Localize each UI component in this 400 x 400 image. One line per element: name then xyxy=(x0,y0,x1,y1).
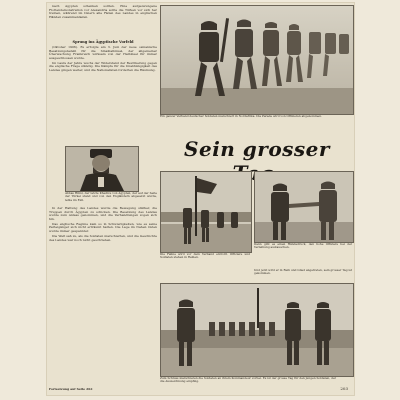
portrait-caption: Abbas Hilmi, der letzte Khedive von Ägypten, der auf der Seite der Türkei stand und von den Engländern abgesetzt wurde, lebte im Exil. xyxy=(65,191,157,202)
page-title: Sein grosser xyxy=(184,137,330,161)
mid-right-photo xyxy=(254,171,354,243)
bottom-caption: Zum Schluss marschieren die Soldaten an ihrem Kommandeur vorbei. Es ist der grosse Tag für den jungen Soldaten, der die Auszeichnung empfing. xyxy=(160,376,336,384)
continuation-note: Fortsetzung auf Seite 262 xyxy=(49,387,93,391)
top-photo xyxy=(160,5,354,115)
mid-right-caption-2: Und jetzt wird er in Reih und Glied angetreten, sein grosser Tag ist gekommen. xyxy=(254,268,352,276)
intro-paragraph: nach Ägypten schenken sollten. Eine aufgezwungene Flottendemonstration vor Alexandria sollte die Türken vor sich her treiben, während im Innern alle Fäden des Landes in englischen Händen zusammenliefen. xyxy=(49,5,157,19)
portrait-figure-icon xyxy=(66,147,138,191)
handshake-icon xyxy=(255,172,353,242)
section-heading: Sprung ins Ägyptische Vorfeld xyxy=(72,40,134,44)
mid-right-caption-1: Dann gibt es einen Händedruck, den hohe Offiziere bei der Verleihung austauschen. xyxy=(254,242,352,250)
portrait-photo xyxy=(65,146,139,192)
lower-left-text xyxy=(49,207,157,385)
mid-left-photo xyxy=(160,171,252,253)
section-text xyxy=(49,46,157,142)
top-caption: Ein ganzer Verband deutscher Soldaten marschiert in Nordafrika. Die Parade wird von Offizieren abgenommen. xyxy=(160,114,322,118)
magazine-page xyxy=(47,3,354,395)
section-paragraph-1: (Oktober 1906). Es erfolgte am 3. Juni der neue osmanische Besatzungsbefehl für die Sinaihalbinsel, der allgemeiner Überwachung Frankreich wirksam von der Halbinsel für immer ausgeschlossen wurde. xyxy=(49,46,157,60)
parade-icon xyxy=(161,284,353,376)
intro-text xyxy=(49,5,157,37)
lower-paragraph-3: Die Welt sah zu, als die Soldaten marschierten, und die Geschichte des Landes war noch nicht geschrieben. xyxy=(49,233,157,242)
lower-paragraph-2: Das englische Regime kam so in Schwierigkeiten, wie es seine Parteigänger sich nicht erträumt hatten. Die Lage im Nahen Osten wurde immer gespannter. xyxy=(49,221,157,234)
mid-left-caption: Die Fahne wird vor dem Verband entrollt. Offiziere und Soldaten stehen in Reihen. xyxy=(160,252,250,260)
section-paragraph-2: Im Laufe der Jahre wuchs der Widerstand der Bevölkerung gegen die englische Frage ständig. Die Kämpfe für die Unabhängigkeit des Landes gingen weiter, und die Nationalisten forderten die Räumung. xyxy=(49,60,157,73)
page-number: 203 xyxy=(340,386,348,391)
flag-ceremony-icon xyxy=(161,172,251,252)
marching-soldiers-icon xyxy=(161,6,353,114)
bottom-photo xyxy=(160,283,354,377)
lower-paragraph-1: In der Haltung des Landes wurde die Bewegung stärker, die Truppen durch Ägypten zu schicken. Die Besetzung des Landes wurde zum Anlass genommen, und die Verhandlungen zogen sich hin. xyxy=(49,207,157,221)
